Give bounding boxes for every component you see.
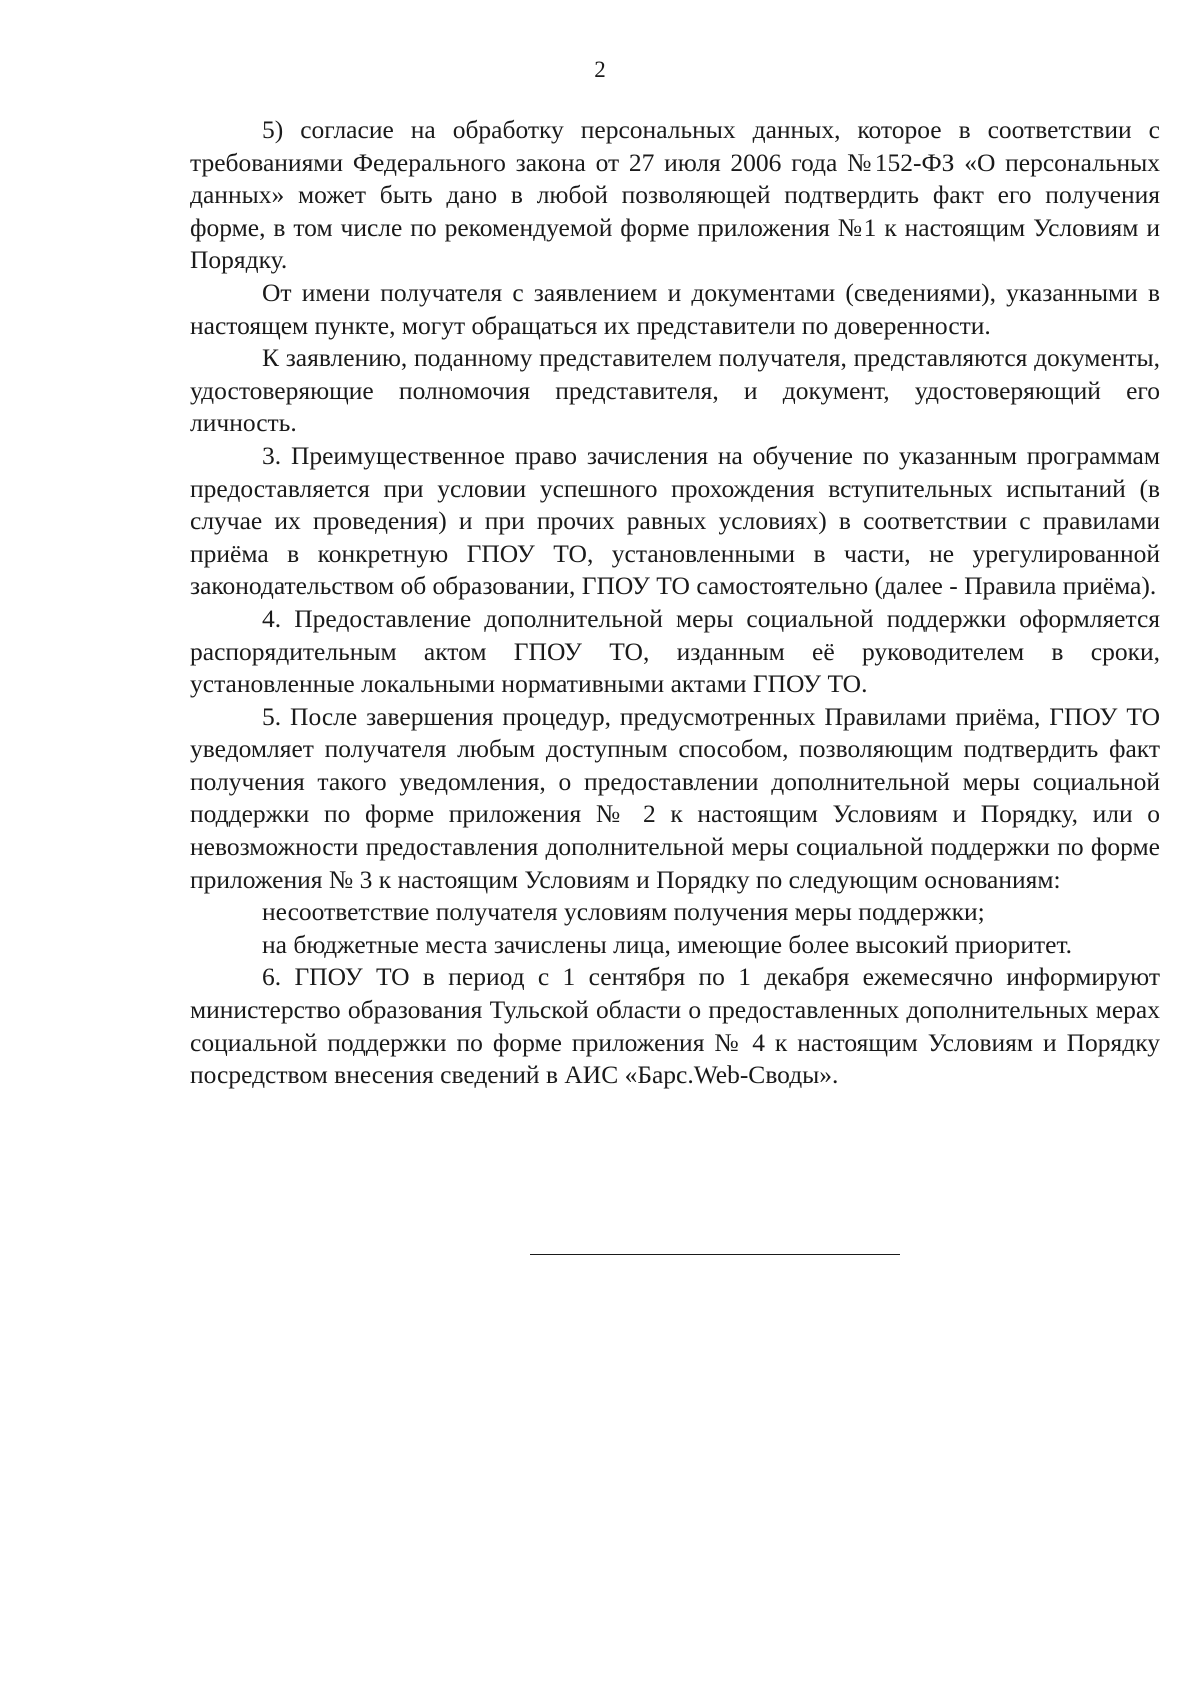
paragraph-ground-1: несоответствие получателя условиям получения меры поддержки; xyxy=(262,897,985,927)
document-body xyxy=(190,114,1160,1092)
paragraph-representative-documents: К заявлению, поданному представителем получателя, представляются документы, удостоверяющие полномочия представителя, и документ, удостоверяющий его личность. xyxy=(190,343,1160,438)
page-number: 2 xyxy=(594,57,606,82)
paragraph-item-3: 3. Преимущественное право зачисления на обучение по указанным программам предоставляется при условии успешного прохождения вступительных испытаний (в случае их проведения) и при прочих равных условиях) в соответствии с правилами приёма в конкретную ГПОУ ТО, установленными в части, не урегулированной законодательством об образовании, ГПОУ ТО самостоятельно (далее - Правила приёма). xyxy=(190,440,1160,601)
paragraph-item-6: 6. ГПОУ ТО в период с 1 сентября по 1 декабря ежемесячно информируют министерство образования Тульской области о предоставленных дополнительных мерах социальной поддержки по форме приложения № 4 к настоящим Условиям и Порядку посредством внесения сведений в АИС «Барс.Web-Своды». xyxy=(190,962,1160,1090)
paragraph-consent: 5) согласие на обработку персональных данных, которое в соответствии с требованиями Федерального закона от 27 июля 2006 года №152-ФЗ «О персональных данных» может быть дано в любой позволяющей подтвердить факт его получения форме, в том числе по рекомендуемой форме приложения №1 к настоящим Условиям и Порядку. xyxy=(190,115,1160,275)
paragraph-representatives: От имени получателя с заявлением и документами (сведениями), указанными в настоящем пункте, могут обращаться их представители по доверенности. xyxy=(190,277,1160,340)
closing-separator-line xyxy=(530,1254,900,1255)
paragraph-ground-2: на бюджетные места зачислены лица, имеющие более высокий приоритет. xyxy=(262,929,1073,959)
paragraph-item-5: 5. После завершения процедур, предусмотренных Правилами приёма, ГПОУ ТО уведомляет получателя любым доступным способом, позволяющим подтвердить факт получения такого уведомления, о предоставлении дополнительной меры социальной поддержки по форме приложения № 2 к настоящим Условиям и Порядку, или о невозможности предоставления дополнительной меры социальной поддержки по форме приложения № 3 к настоящим Условиям и Порядку по следующим основаниям: xyxy=(190,701,1160,894)
paragraph-item-4: 4. Предоставление дополнительной меры социальной поддержки оформляется распорядительным актом ГПОУ ТО, изданным её руководителем в сроки, установленные локальными нормативными актами ГПОУ ТО. xyxy=(190,603,1160,699)
